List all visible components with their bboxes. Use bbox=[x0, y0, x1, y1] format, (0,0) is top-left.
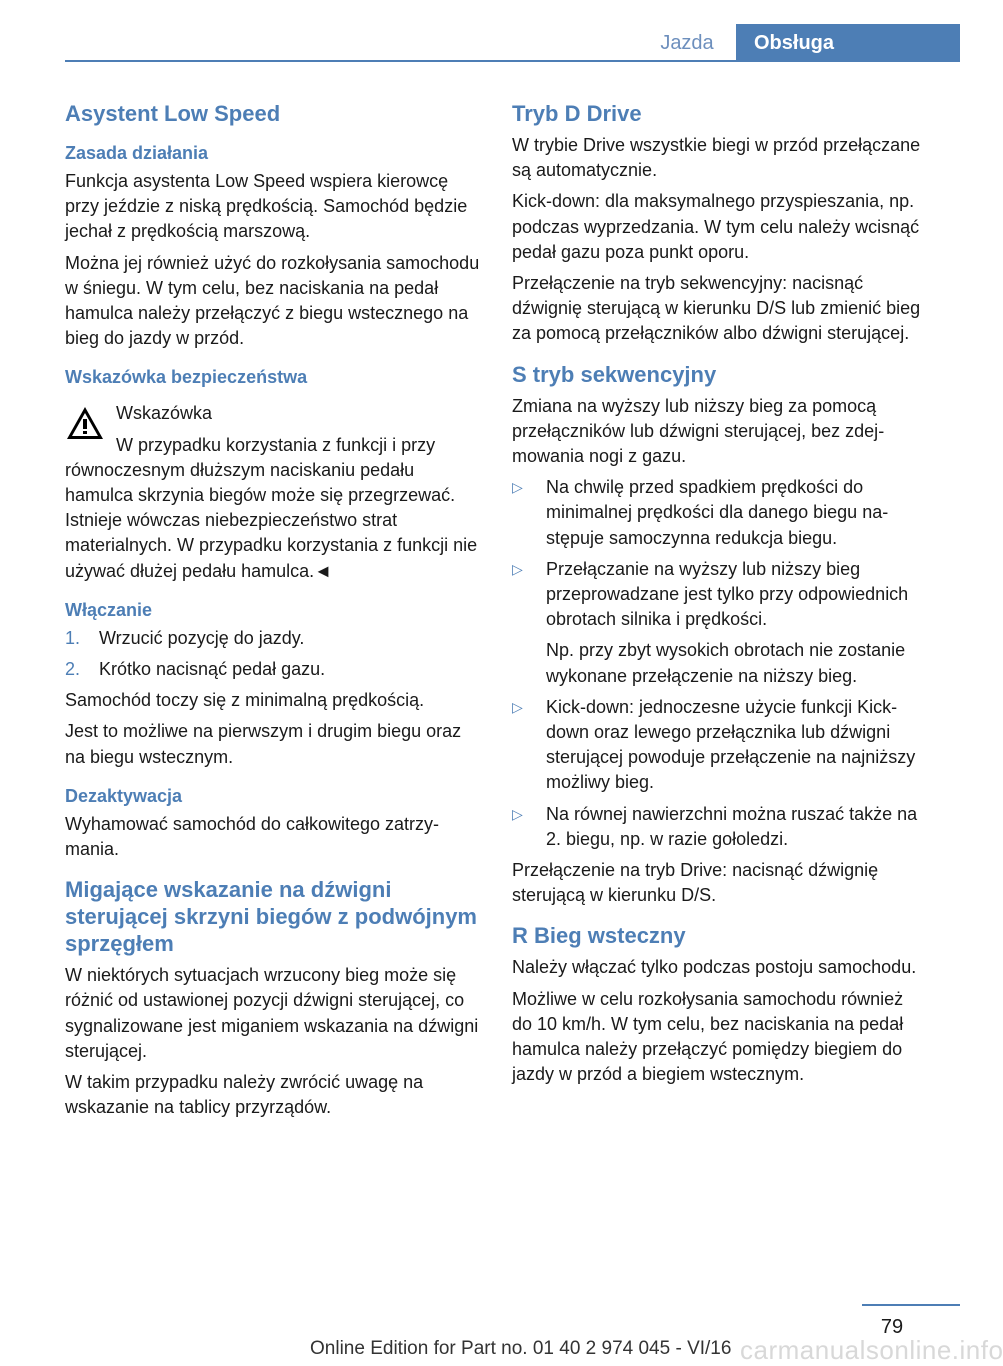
paragraph: W niektórych sytuacjach wrzucony bieg może się różnić od ustawionej pozycji dźwigni sterującej, co sygnalizowane jest miganiem wskazania na dźwigni sterującej. bbox=[65, 965, 479, 1061]
paragraph: Przełączenie na tryb Drive: nacisnąć dźwignię sterującą w kierunku D/S. bbox=[512, 860, 879, 906]
bullet-continuation: Np. przy zbyt wysokich obrotach nie zostanie wykonane przełączenie na niższy bieg. bbox=[546, 640, 906, 686]
warning-label: Wskazówka bbox=[116, 403, 213, 424]
list-item bbox=[65, 657, 480, 682]
list-item bbox=[65, 626, 480, 651]
paragraph: W trybie Drive wszystkie biegi w przód przełączane są automatycznie. bbox=[512, 135, 921, 181]
watermark: carmanualsonline.info bbox=[740, 1335, 1003, 1365]
left-column bbox=[65, 100, 480, 1126]
list-item-text: Krótko nacisnąć pedał gazu. bbox=[99, 659, 326, 680]
bullet-item bbox=[512, 557, 927, 633]
list-number: 2. bbox=[65, 659, 81, 680]
bullet-text: Na równej nawierzchni można ruszać także na 2. biegu, np. w razie gołoledzi. bbox=[546, 803, 918, 849]
bullet-triangle-icon: ▷ bbox=[512, 698, 523, 715]
bullet-text: Kick-down: jednoczesne użycie funkcji Kick-down oraz lewego przełącznika lub dźwigni sterującej powoduje przełączenie na najniższy możliwy bieg. bbox=[546, 696, 916, 793]
paragraph: W takim przypadku należy zwrócić uwagę na wskazanie na tablicy przyrządów. bbox=[65, 1072, 424, 1118]
header-rule bbox=[65, 60, 960, 62]
footer-rule bbox=[862, 1304, 960, 1306]
heading-safety: Wskazówka bezpieczeństwa bbox=[65, 367, 308, 388]
bullet-item bbox=[512, 475, 927, 551]
bullet-triangle-icon: ▷ bbox=[512, 805, 523, 822]
list-item-text: Wrzucić pozycję do jazdy. bbox=[99, 627, 305, 648]
paragraph: Przełączenie na tryb sekwencyjny: nacisnąć dźwignię sterującą w kierunku D/S lub zmienić bieg za pomocą przełączników albo dźwigni sterującej. bbox=[512, 273, 921, 344]
paragraph: Zmiana na wyższy lub niższy bieg za pomocą przełączników lub dźwigni sterującej, bez zdejmowania nogi z gazu. bbox=[512, 395, 885, 467]
bullet-triangle-icon: ▷ bbox=[512, 560, 523, 577]
paragraph: Funkcja asystenta Low Speed wspiera kierowcę przy jeździe z niską prędkością. Samochód będzie jechał z prędkością marszową. bbox=[65, 171, 468, 242]
right-column bbox=[512, 100, 927, 1094]
bullet-item bbox=[512, 802, 927, 852]
footer-edition: Online Edition for Part no. 01 40 2 974 045 - VI/16 bbox=[310, 1338, 732, 1359]
page-number: 79 bbox=[880, 1316, 904, 1338]
paragraph: Wyhamować samochód do całkowitego zatrzymania. bbox=[65, 813, 439, 860]
section-title-sequential: S tryb sekwencyjny bbox=[512, 361, 717, 387]
warning-triangle-icon bbox=[65, 405, 105, 441]
bullet-text: Przełączanie na wyższy lub niższy bieg przeprowadzane jest tylko przy odpowiednich obrotach silnika i prędkości. bbox=[546, 558, 909, 630]
warning-line-1: W przypadku korzystania z funkcji i przy bbox=[116, 434, 436, 455]
paragraph: Należy włączać tylko podczas postoju samochodu. bbox=[512, 957, 917, 978]
bullet-text: Na chwilę przed spadkiem prędkości do minimalnej prędkości dla danego biegu następuje samoczynna redukcja biegu. bbox=[546, 477, 889, 548]
section-title-flashing-indicator: Migające wskazanie na dźwigni sterującej skrzyni biegów z podwójnym sprzęgłem bbox=[65, 877, 477, 957]
section-title-reverse: R Bieg wsteczny bbox=[512, 923, 686, 949]
header-tab-jazda: Jazda bbox=[660, 32, 714, 54]
bullet-triangle-icon: ▷ bbox=[512, 479, 523, 496]
paragraph: Możliwe w celu rozkołysania samochodu również do 10 km/h. W tym celu, bez naciskania na pedał hamulca należy przełączyć pomiędzy biegiem do jazdy w przód a biegiem wstecznym. bbox=[512, 988, 904, 1085]
list-number: 1. bbox=[65, 627, 81, 648]
section-title-low-speed: Asystent Low Speed bbox=[65, 101, 281, 126]
header-tab-obsluga: Obsługa bbox=[736, 24, 960, 62]
section-title-drive: Tryb D Drive bbox=[512, 101, 642, 126]
heading-wlaczanie: Włączanie bbox=[65, 599, 153, 620]
heading-zasada: Zasada działania bbox=[65, 143, 209, 163]
heading-dezaktywacja: Dezaktywacja bbox=[65, 785, 183, 806]
warning-text: równoczesnym dłuższym naciskaniu pedału hamulca skrzynia biegów może się przegrzewać. Istnieje wówczas niebezpieczeństwo strat materialnych. W przypadku korzystania z funkcji nie używać dłużej pedału hamulca.◄ bbox=[65, 459, 478, 581]
paragraph: Można jej również użyć do rozkołysania samochodu w śniegu. W tym celu, bez naciskania na pedał hamulca należy przełączyć z biegu wstecznego na bieg do jazdy w przód. bbox=[65, 252, 480, 349]
paragraph: Jest to możliwe na pierwszym i drugim biegu oraz na biegu wstecznym. bbox=[65, 721, 462, 767]
paragraph: Kick-down: dla maksymalnego przyspieszania, np. podczas wyprzedzania. W tym celu należy wcisnąć pedał gazu poza punkt oporu. bbox=[512, 191, 920, 262]
bullet-item bbox=[512, 695, 927, 796]
safety-warning bbox=[65, 401, 480, 583]
paragraph: Samochód toczy się z minimalną prędkością. bbox=[65, 690, 425, 711]
